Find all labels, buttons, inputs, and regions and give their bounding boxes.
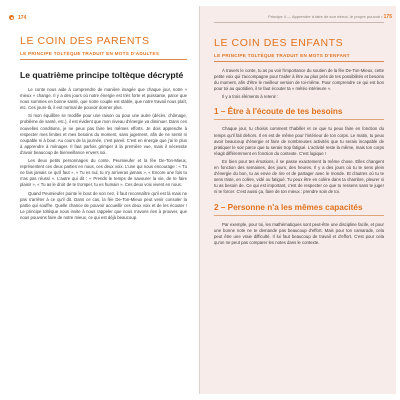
right-running-title: Principe 4 — Apprendre à faire de son mieux, le propre pouvoir	[268, 14, 381, 19]
right-running-head	[214, 14, 392, 20]
right-kicker: LE PRINCIPE TOLTÈQUE TRADUIT EN MOTS D'ENFANT	[214, 53, 350, 58]
right-kicker-rule	[214, 61, 384, 62]
right-page	[200, 6, 396, 394]
left-paragraph: Le conte nous aide à comprendre de manière imagée que chaque jour, notre « mieux » change. Il y a des jours où notre énergie est très forte et puissante, parce que nous sommes en bonne santé, que notre couple est stable, que notre travail nous plaît, etc. Ces jours-là, il est normal de pouvoir donner plus.	[20, 87, 187, 111]
right-page-number: 175	[383, 14, 392, 20]
right-intro	[214, 68, 384, 100]
subsection-rule	[214, 119, 384, 120]
right-section-title: LE COIN DES ENFANTS	[214, 37, 344, 49]
left-paragraph: Si mon équilibre se modifie pour une raison ou pour une autre (décès, chômage, problème de santé, etc.), il est évident que mon niveau d'énergie va diminuer. Dans ces nouvelles conditions, je ne peux pas faire les mêmes efforts. Je dois apprendre à respecter mes limites et mes besoins du moment, sans jugement, afin de ne sentir ni coupable ni à bout. Au cours de la journée, c'est pareil. C'est en énergie que j'ai le plus à apprendre à ménager. Il faut parfois grimper à la première vue, mais il nécessite d'avoir beaucoup de bienveillance envers soi.	[20, 113, 187, 155]
separator: •	[381, 14, 384, 19]
left-heading: Le quatrième principe toltèque décrypté	[20, 70, 184, 80]
left-running-head	[8, 14, 187, 21]
left-kicker-rule	[20, 59, 187, 60]
left-paragraph: Les deux petits personnages du conte, Peumieufer et la fée De-Ton-Mieux, représentent ces deux parties en nous, ces deux voix. L'une qui nous encourage : « Tu ne fais jamais ce qu'il faut », « Tu es nul, tu n'y arriveras jamais », « Encore une fois tu n'as pas réussi ». L'autre qui dit : « Prends le temps de savourer la vie, de te faire plaisir », « Tu as le droit de te tromper, tu es humain ». Ces deux voix vivent en nous.	[20, 158, 187, 188]
subsection-paragraph: Chaque jour, tu choisis comment t'habiller et ce que tu peux faire en fonction du temps qu'il fait dehors. Il en est de même pour l'intérieur de ton corps. Le matin, tu peux avoir beaucoup d'énergie et faire de nombreuses activités que tu serais incapable de pratiquer le soir parce que tu serais trop fatigué. L'activité reste la même, mais ton corps réagit différemment en fonction du contexte. C'est logique !	[214, 126, 384, 156]
left-body	[20, 87, 187, 221]
left-kicker: LE PRINCIPE TOLTÈQUE TRADUIT EN MOTS D'ADULTES	[20, 51, 160, 56]
left-paragraph: Quand Peumieufer pointe le bout de son nez, il faut reconnaître qu'il est là mais ne pas s'arrêter à ce qu'il dit. Dans ce cas, la fée De-Ton-Mieux peut venir consoler la partie qui souffre. Quelle chance de pouvoir accueillir ces deux voix et de les écouter ! Le principe toltèque nous invite à nous rappeler que nous n'avons rien à prouver, que nous pouvons faire de notre mieux, ce qui est déjà beaucoup.	[20, 190, 187, 220]
subsection-rule	[214, 215, 384, 216]
subsection-body	[214, 222, 384, 246]
subsection-paragraph: Par exemple, pour toi, les mathématiques sont peut-être une discipline facile, et pour une bonne note ne te demande pas beaucoup d'effort. Mais pour ton camarade, cela peut être une vraie difficulté. Il lui faut beaucoup de travail et d'effort. C'est pour cela qu'on ne peut pas comparer les notes dans le contexte.	[214, 221, 384, 245]
ornament-icon	[8, 14, 15, 21]
left-page	[4, 6, 200, 394]
subsection-title: 2 – Personne n'a les mêmes capacités	[214, 202, 363, 212]
right-intro-paragraph: Il y a trois éléments à retenir :	[222, 94, 279, 100]
right-intro-paragraph: À travers le conte, tu as pu voir l'importance du soutien de la fée De-Ton-Mieux, cette petite voix qui t'accompagne pour t'aider à être au plus près de tes possibilités et besoins du moment, afin d'être le meilleur version de toi-même. Pour comprendre ce qui est bon pour toi au quotidien, il te faut écouter ta « météo intérieure ».	[214, 68, 384, 92]
subsection-title: 1 – Être à l'écoute de tes besoins	[214, 107, 343, 117]
subsection-paragraph: En bien pour tes émotions, il se passe exactement la même chose. Elles changent en fonction des semaines, des jours, des heures. Il y a des jours où tu te sens plein d'énergie du bon, tu as envie de rire et de partager avec le monde. Et d'autres où tu te sens triste, en colère, vidé ou fatigué. Tu peux être en colère dans ta chambre, pleurer si tu as besoin de. Ce qui est important, c'est de respecter ce que tu ressens sans te juger ni te forcer. C'est aussi ça, faire de ton mieux : prendre soin de toi.	[214, 158, 384, 195]
right-head-rule	[214, 22, 384, 23]
left-section-title: LE COIN DES PARENTS	[20, 35, 150, 47]
left-page-number: 174	[18, 14, 27, 21]
subsection-body	[214, 126, 384, 195]
